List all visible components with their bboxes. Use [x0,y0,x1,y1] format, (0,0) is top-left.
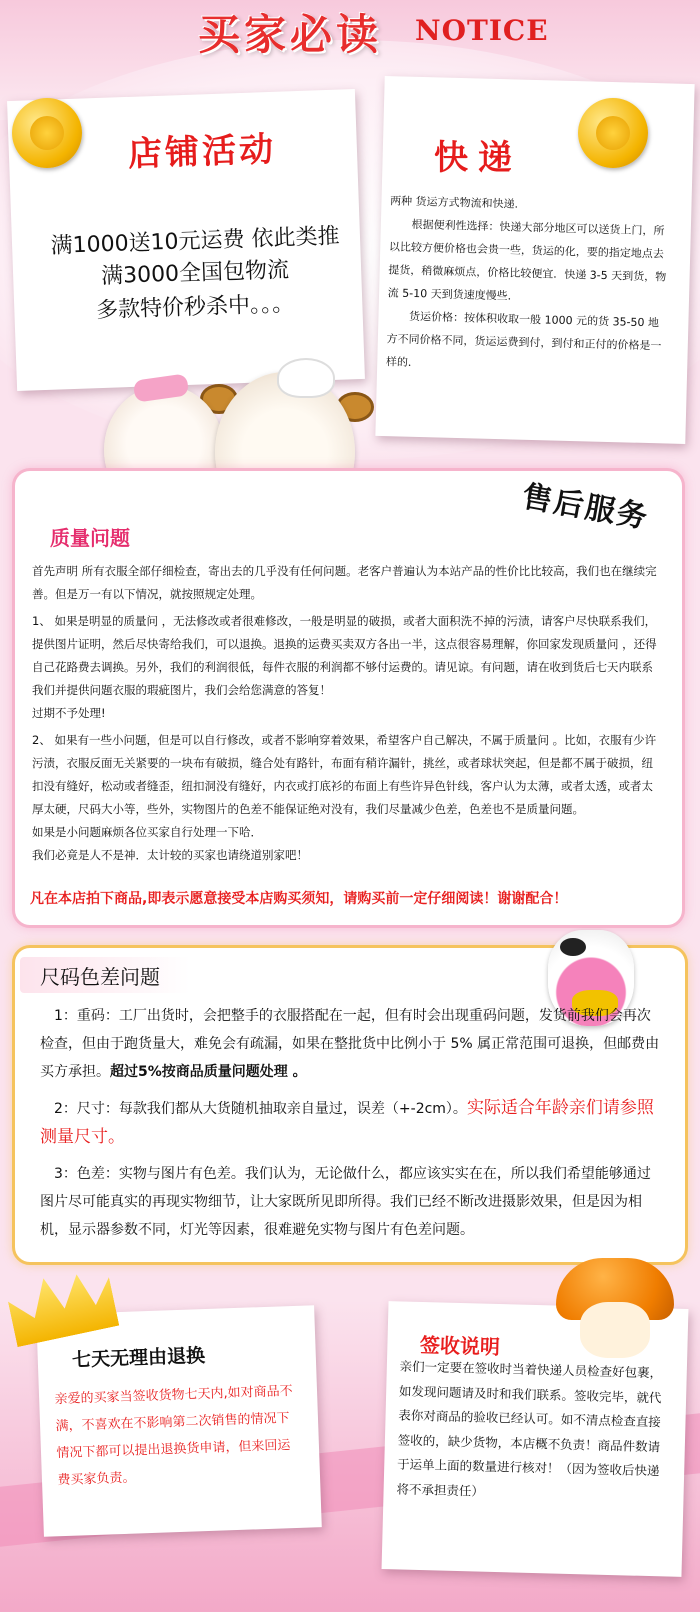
express-paragraph: 两种 货运方式物流和快递. [389,194,519,211]
size-paragraph-1 [40,1002,662,1086]
size-color-text [40,1002,662,1252]
returns-text: 亲爱的买家当签收货物七天内,如对商品不满，不喜欢在不影响第二次销售的情况下情况下都可以提出退换货申请，但来回运费买家负责。 [54,1383,293,1489]
sign-text: 亲们一定要在签收时当着快递人员检查好包裹，如发现问题请及时和我们联系。签收完毕，就代表你对商品的验收已经认可。如不清点检查直接签收的，缺少货物，本店概不负责！商品件数请于运单上面的数量进行核对！（因为签收后快递将不承担责任） [396,1358,663,1499]
promo-line: 多款特价秒杀中。。。 [95,291,295,324]
size-paragraph-2 [40,1094,662,1152]
express-paragraph: 根据便利性选择：快递大部分地区可以送货上门，所以比较方便价格也会贵一些，货运的化，要的指定地点去提货，稍微麻烦点，价格比较便宜．快递 3-5 天到货，物流 5-10 天到货速度慢些． [387,217,667,303]
size-text-highlight: 实际适合年龄亲们请参照测量尺寸。 [40,1098,654,1147]
after-sales-intro: 首先声明 所有衣服全部仔细检查，寄出去的几乎没有任何问题。老客户普遍认为本站产品的性价比比较高，我们也在继续完善。但是万一有以下情况，就按照规定处理。 [32,564,657,601]
mushroom-face-icon [580,1302,650,1358]
express-title: 快递 [434,138,522,178]
returns-title: 七天无理由退换 [71,1344,206,1372]
size-text-emphasis: 超过5%按商品质量问题处理 。 [110,1064,307,1080]
express-paragraph: 货运价格：按体积收取一般 1000 元的货 35-50 地方不同价格不同，货运运费到付，到付和正付的价格是一样的． [385,309,662,370]
express-text [386,189,671,380]
purchase-warning: 凡在本店拍下商品,即表示愿意接受本店购买须知，请购买前一定仔细阅读！谢谢配合！ [30,891,568,907]
page-title-notice: NOTICE [415,14,549,47]
after-sales-item-2-end: 我们必竟是人不是神．太计较的买家也请绕道别家吧！ [32,848,308,862]
mushroom-mascot [556,1258,674,1368]
cow-spot-icon [560,938,586,956]
promo-line: 满3000全国包物流 [100,257,290,290]
quality-issue-title: 质量问题 [50,526,130,550]
chef-hat-icon [277,358,335,398]
page-title: 买家必读 [198,10,383,59]
size-text: 2：尺寸：每款我们都从大货随机抽取亲自量过，误差（+-2cm）。 [54,1101,467,1117]
paper-clip-icon [12,98,82,168]
after-sales-title: 售后服务 [519,479,652,536]
promo-line: 满1000送10元运费 依此类推 [50,223,340,260]
after-sales-text [32,560,660,867]
sign-title: 签收说明 [419,1332,501,1360]
after-sales-item-1: 1、 如果是明显的质量问 ，无法修改或者很难修改，一般是明显的破损，或者大面积洗不掉的污渍，请客户尽快联系我们，提供图片证明，然后尽快寄给我们，可以退换。退换的运费买卖双方各出一半，这点很容易理解，你回家发现质量问 ，还得自己花路费去调换。另外，我们的利润很低，每件衣服的利润都不够付运费的。请见谅。有问题，请在收到货后七天内联系我们并提供问题衣服的瑕疵图片，我们会给您满意的答复！ [32,614,657,697]
size-paragraph-3: 3：色差：实物与图片有色差。我们认为，无论做什么，都应该实实在在，所以我们希望能够通过图片尽可能真实的再现实物细节，让大家既所见即所得。我们已经不断改进摄影效果，但是因为相机，显示器参数不同，灯光等因素，很难避免实物与图片有色差问题。 [40,1166,651,1238]
after-sales-item-2: 2、 如果有一些小问题，但是可以自行修改，或者不影响穿着效果，希望客户自己解决，不属于质量问 。比如，衣服有少许污渍，衣服反面无关紧要的一块布有破损，缝合处有路针，布面有稍许漏针，挑丝，或者球状突起，但是都不属于破损，纽扣没有缝好，松动或者缝歪，纽扣洞没有缝好，内衣或打底衫的布面上有些许异色针线，客户认为太薄，或者太透，或者太厚太硬，尺码大小等，些外，实物图片的色差不能保证绝对没有，我们尽量减少色差，色差也不是质量问题。 [32,733,657,816]
after-sales-item-2-end: 如果是小问题麻烦各位买家自行处理一下哈． [32,825,262,839]
size-text: 1：重码：工厂出货时，会把整手的衣服搭配在一起，但有时会出现重码问题，发货前我们会再次检查，但由于跑货量大，难免会有疏漏，如果在整批货中比例小于 5% 属正常范围可退换，但邮费由买方承担。 [40,1008,660,1080]
paper-clip-icon [578,98,648,168]
after-sales-item-1-end: 过期不予处理! [32,706,106,720]
promo-title: 店铺活动 [127,129,277,175]
size-color-title: 尺码色差问题 [40,965,160,989]
